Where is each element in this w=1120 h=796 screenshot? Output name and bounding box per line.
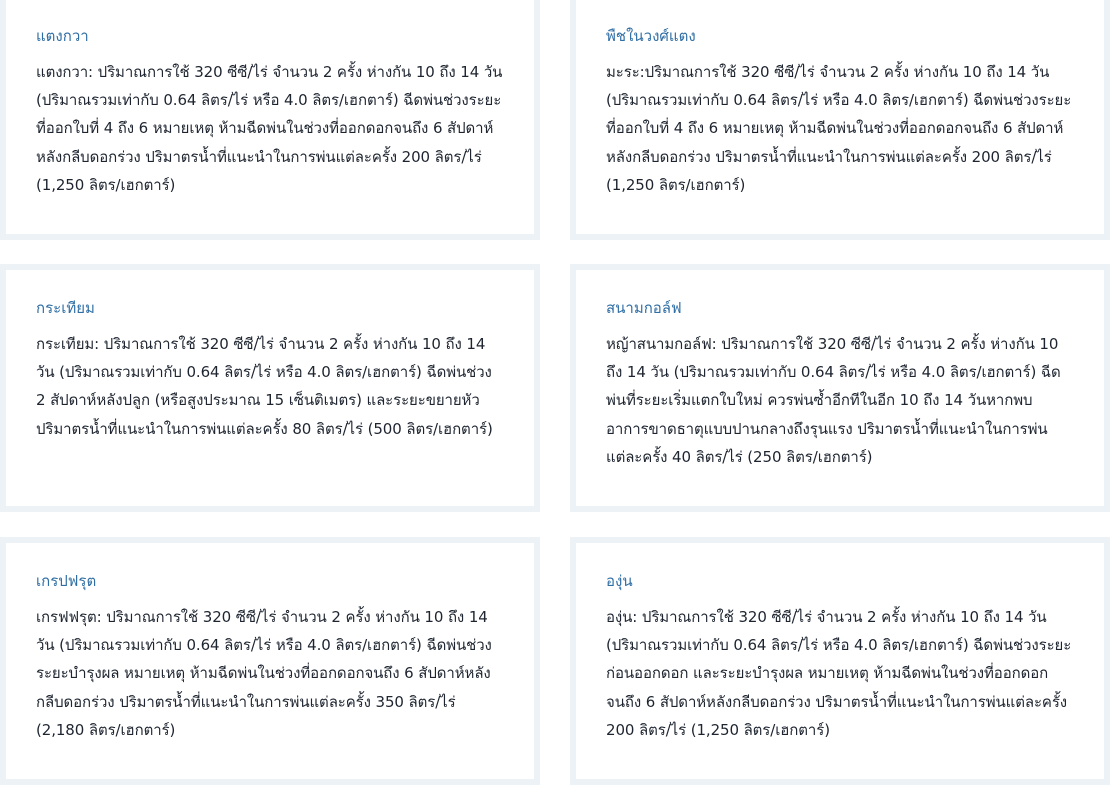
crop-card-cucurbits	[570, 0, 1110, 240]
card-description: มะระ:ปริมาณการใช้ 320 ซีซี/ไร่ จำนวน 2 ครั้ง ห่างกัน 10 ถึง 14 วัน (ปริมาณรวมเท่ากับ 0.64 ลิตร/ไร่ หรือ 4.0 ลิตร/เฮกตาร์) ฉีดพ่นช่วงระยะที่ออกใบที่ 4 ถึง 6 หมายเหตุ ห้ามฉีดพ่นในช่วงที่ออกดอกจนถึง 6 สัปดาห์หลังกลีบดอกร่วง ปริมาตรน้ำที่แนะนำในการพ่นแต่ละครั้ง 200 ลิตร/ไร่ (1,250 ลิตร/เฮกตาร์)	[606, 63, 1072, 194]
crop-card-grape	[570, 537, 1110, 785]
crop-card-cucumber	[0, 0, 540, 240]
card-title: เกรปฟรุต	[36, 572, 97, 590]
card-title: พืชในวงศ์แตง	[606, 27, 696, 45]
card-description: องุ่น: ปริมาณการใช้ 320 ซีซี/ไร่ จำนวน 2 ครั้ง ห่างกัน 10 ถึง 14 วัน (ปริมาณรวมเท่ากับ 0.64 ลิตร/ไร่ หรือ 4.0 ลิตร/เฮกตาร์) ฉีดพ่นช่วงระยะก่อนออกดอก และระยะบำรุงผล หมายเหตุ ห้ามฉีดพ่นในช่วงที่ออกดอกจนถึง 6 สัปดาห์หลังกลีบดอกร่วง ปริมาตรน้ำที่แนะนำในการพ่นแต่ละครั้ง 200 ลิตร/ไร่ (1,250 ลิตร/เฮกตาร์)	[606, 608, 1072, 739]
card-title: กระเทียม	[36, 299, 95, 317]
card-title: องุ่น	[606, 572, 633, 590]
card-description: แตงกวา: ปริมาณการใช้ 320 ซีซี/ไร่ จำนวน 2 ครั้ง ห่างกัน 10 ถึง 14 วัน (ปริมาณรวมเท่ากับ 0.64 ลิตร/ไร่ หรือ 4.0 ลิตร/เฮกตาร์) ฉีดพ่นช่วงระยะที่ออกใบที่ 4 ถึง 6 หมายเหตุ ห้ามฉีดพ่นในช่วงที่ออกดอกจนถึง 6 สัปดาห์หลังกลีบดอกร่วง ปริมาตรน้ำที่แนะนำในการพ่นแต่ละครั้ง 200 ลิตร/ไร่ (1,250 ลิตร/เฮกตาร์)	[36, 63, 503, 194]
card-description: เกรฟฟรุต: ปริมาณการใช้ 320 ซีซี/ไร่ จำนวน 2 ครั้ง ห่างกัน 10 ถึง 14 วัน (ปริมาณรวมเท่ากับ 0.64 ลิตร/ไร่ หรือ 4.0 ลิตร/เฮกตาร์) ฉีดพ่นช่วงระยะบำรุงผล หมายเหตุ ห้ามฉีดพ่นในช่วงที่ออกดอกจนถึง 6 สัปดาห์หลังกลีบดอกร่วง ปริมาตรน้ำที่แนะนำในการพ่นแต่ละครั้ง 350 ลิตร/ไร่ (2,180 ลิตร/เฮกตาร์)	[36, 608, 492, 739]
crop-card-golf-course	[570, 264, 1110, 512]
crop-card-grapefruit	[0, 537, 540, 785]
card-title: สนามกอล์ฟ	[606, 299, 682, 317]
card-description: กระเทียม: ปริมาณการใช้ 320 ซีซี/ไร่ จำนวน 2 ครั้ง ห่างกัน 10 ถึง 14 วัน (ปริมาณรวมเท่ากับ 0.64 ลิตร/ไร่ หรือ 4.0 ลิตร/เฮกตาร์) ฉีดพ่นช่วง 2 สัปดาห์หลังปลูก (หรือสูงประมาณ 15 เซ็นติเมตร) และระยะขยายหัว ปริมาตรน้ำที่แนะนำในการพ่นแต่ละครั้ง 80 ลิตร/ไร่ (500 ลิตร/เฮกตาร์)	[36, 335, 493, 438]
card-title: แตงกวา	[36, 27, 89, 45]
card-description: หญ้าสนามกอล์ฟ: ปริมาณการใช้ 320 ซีซี/ไร่ จำนวน 2 ครั้ง ห่างกัน 10 ถึง 14 วัน (ปริมาณรวมเท่ากับ 0.64 ลิตร/ไร่ หรือ 4.0 ลิตร/เฮกตาร์) ฉีดพ่นที่ระยะเริ่มแตกใบใหม่ ควรพ่นซ้ำอีกทีในอีก 10 ถึง 14 วันหากพบอาการขาดธาตุแบบปานกลางถึงรุนแรง ปริมาตรน้ำที่แนะนำในการพ่นแต่ละครั้ง 40 ลิตร/ไร่ (250 ลิตร/เฮกตาร์)	[606, 335, 1061, 466]
crop-card-garlic	[0, 264, 540, 512]
